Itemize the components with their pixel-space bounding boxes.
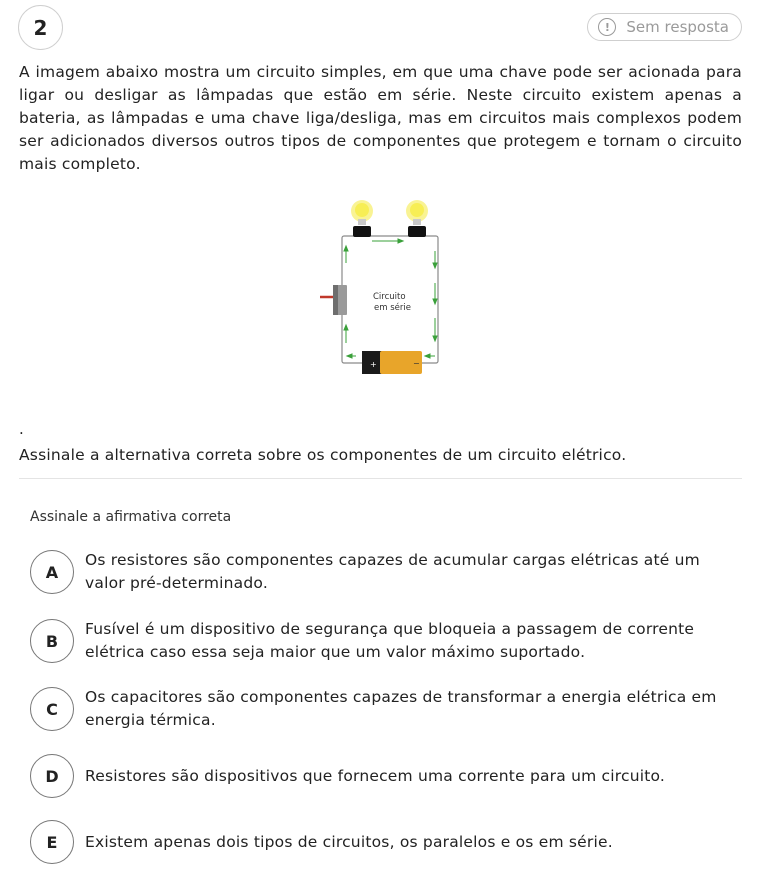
option-d[interactable] (30, 754, 742, 798)
option-letter-a[interactable]: A (30, 550, 74, 594)
battery-icon (362, 351, 422, 374)
switch-icon (320, 285, 347, 315)
battery-minus-sign: − (413, 359, 420, 368)
option-text-e[interactable]: Existem apenas dois tipos de circuitos, os paralelos e os em série. (85, 832, 613, 851)
lamp-2-icon (406, 200, 428, 237)
divider (19, 478, 742, 479)
option-letter-d[interactable]: D (30, 754, 74, 798)
instruction-text: Assinale a afirmativa correta (30, 509, 232, 525)
option-letter-b[interactable]: B (30, 619, 74, 663)
option-c[interactable] (30, 686, 742, 732)
circuit-diagram (300, 193, 460, 383)
alert-icon: ! (598, 18, 616, 36)
option-letter-c[interactable]: C (30, 687, 74, 731)
status-label: Sem resposta (626, 18, 729, 36)
circuit-label-line1: Circuito (373, 292, 406, 302)
option-text-c[interactable]: Os capacitores são componentes capazes de transformar a energia elétrica em energia térmica. (85, 688, 717, 729)
question-stem: A imagem abaixo mostra um circuito simples, em que uma chave pode ser acionada para ligar ou desligar as lâmpadas que estão em série. Neste circuito existem apenas a bateria, as lâmpadas e uma chave liga/desliga, mas em circuitos mais complexos podem ser adicionados diversos outros tipos de componentes que protegem e tornam o circuito mais completo. (19, 63, 742, 173)
question-number: 2 (18, 5, 63, 50)
option-e[interactable] (30, 820, 742, 864)
series-circuit-figure (300, 193, 460, 383)
option-text-d[interactable]: Resistores são dispositivos que fornecem uma corrente para um circuito. (85, 766, 666, 785)
question-prompt: Assinale a alternativa correta sobre os componentes de um circuito elétrico. (19, 446, 627, 464)
separator-dot: . (19, 420, 24, 438)
battery-plus-sign: + (370, 360, 377, 369)
option-b[interactable] (30, 618, 742, 664)
circuit-label-line2: em série (374, 303, 411, 313)
option-text-b[interactable]: Fusível é um dispositivo de segurança que bloqueia a passagem de corrente elétrica caso essa seja maior que um valor máximo suportado. (85, 620, 695, 661)
option-text-a[interactable]: Os resistores são componentes capazes de acumular cargas elétricas até um valor pré-determinado. (85, 551, 700, 592)
lamp-1-icon (351, 200, 373, 237)
option-a[interactable] (30, 549, 742, 595)
option-letter-e[interactable]: E (30, 820, 74, 864)
answer-status-badge (587, 13, 742, 41)
